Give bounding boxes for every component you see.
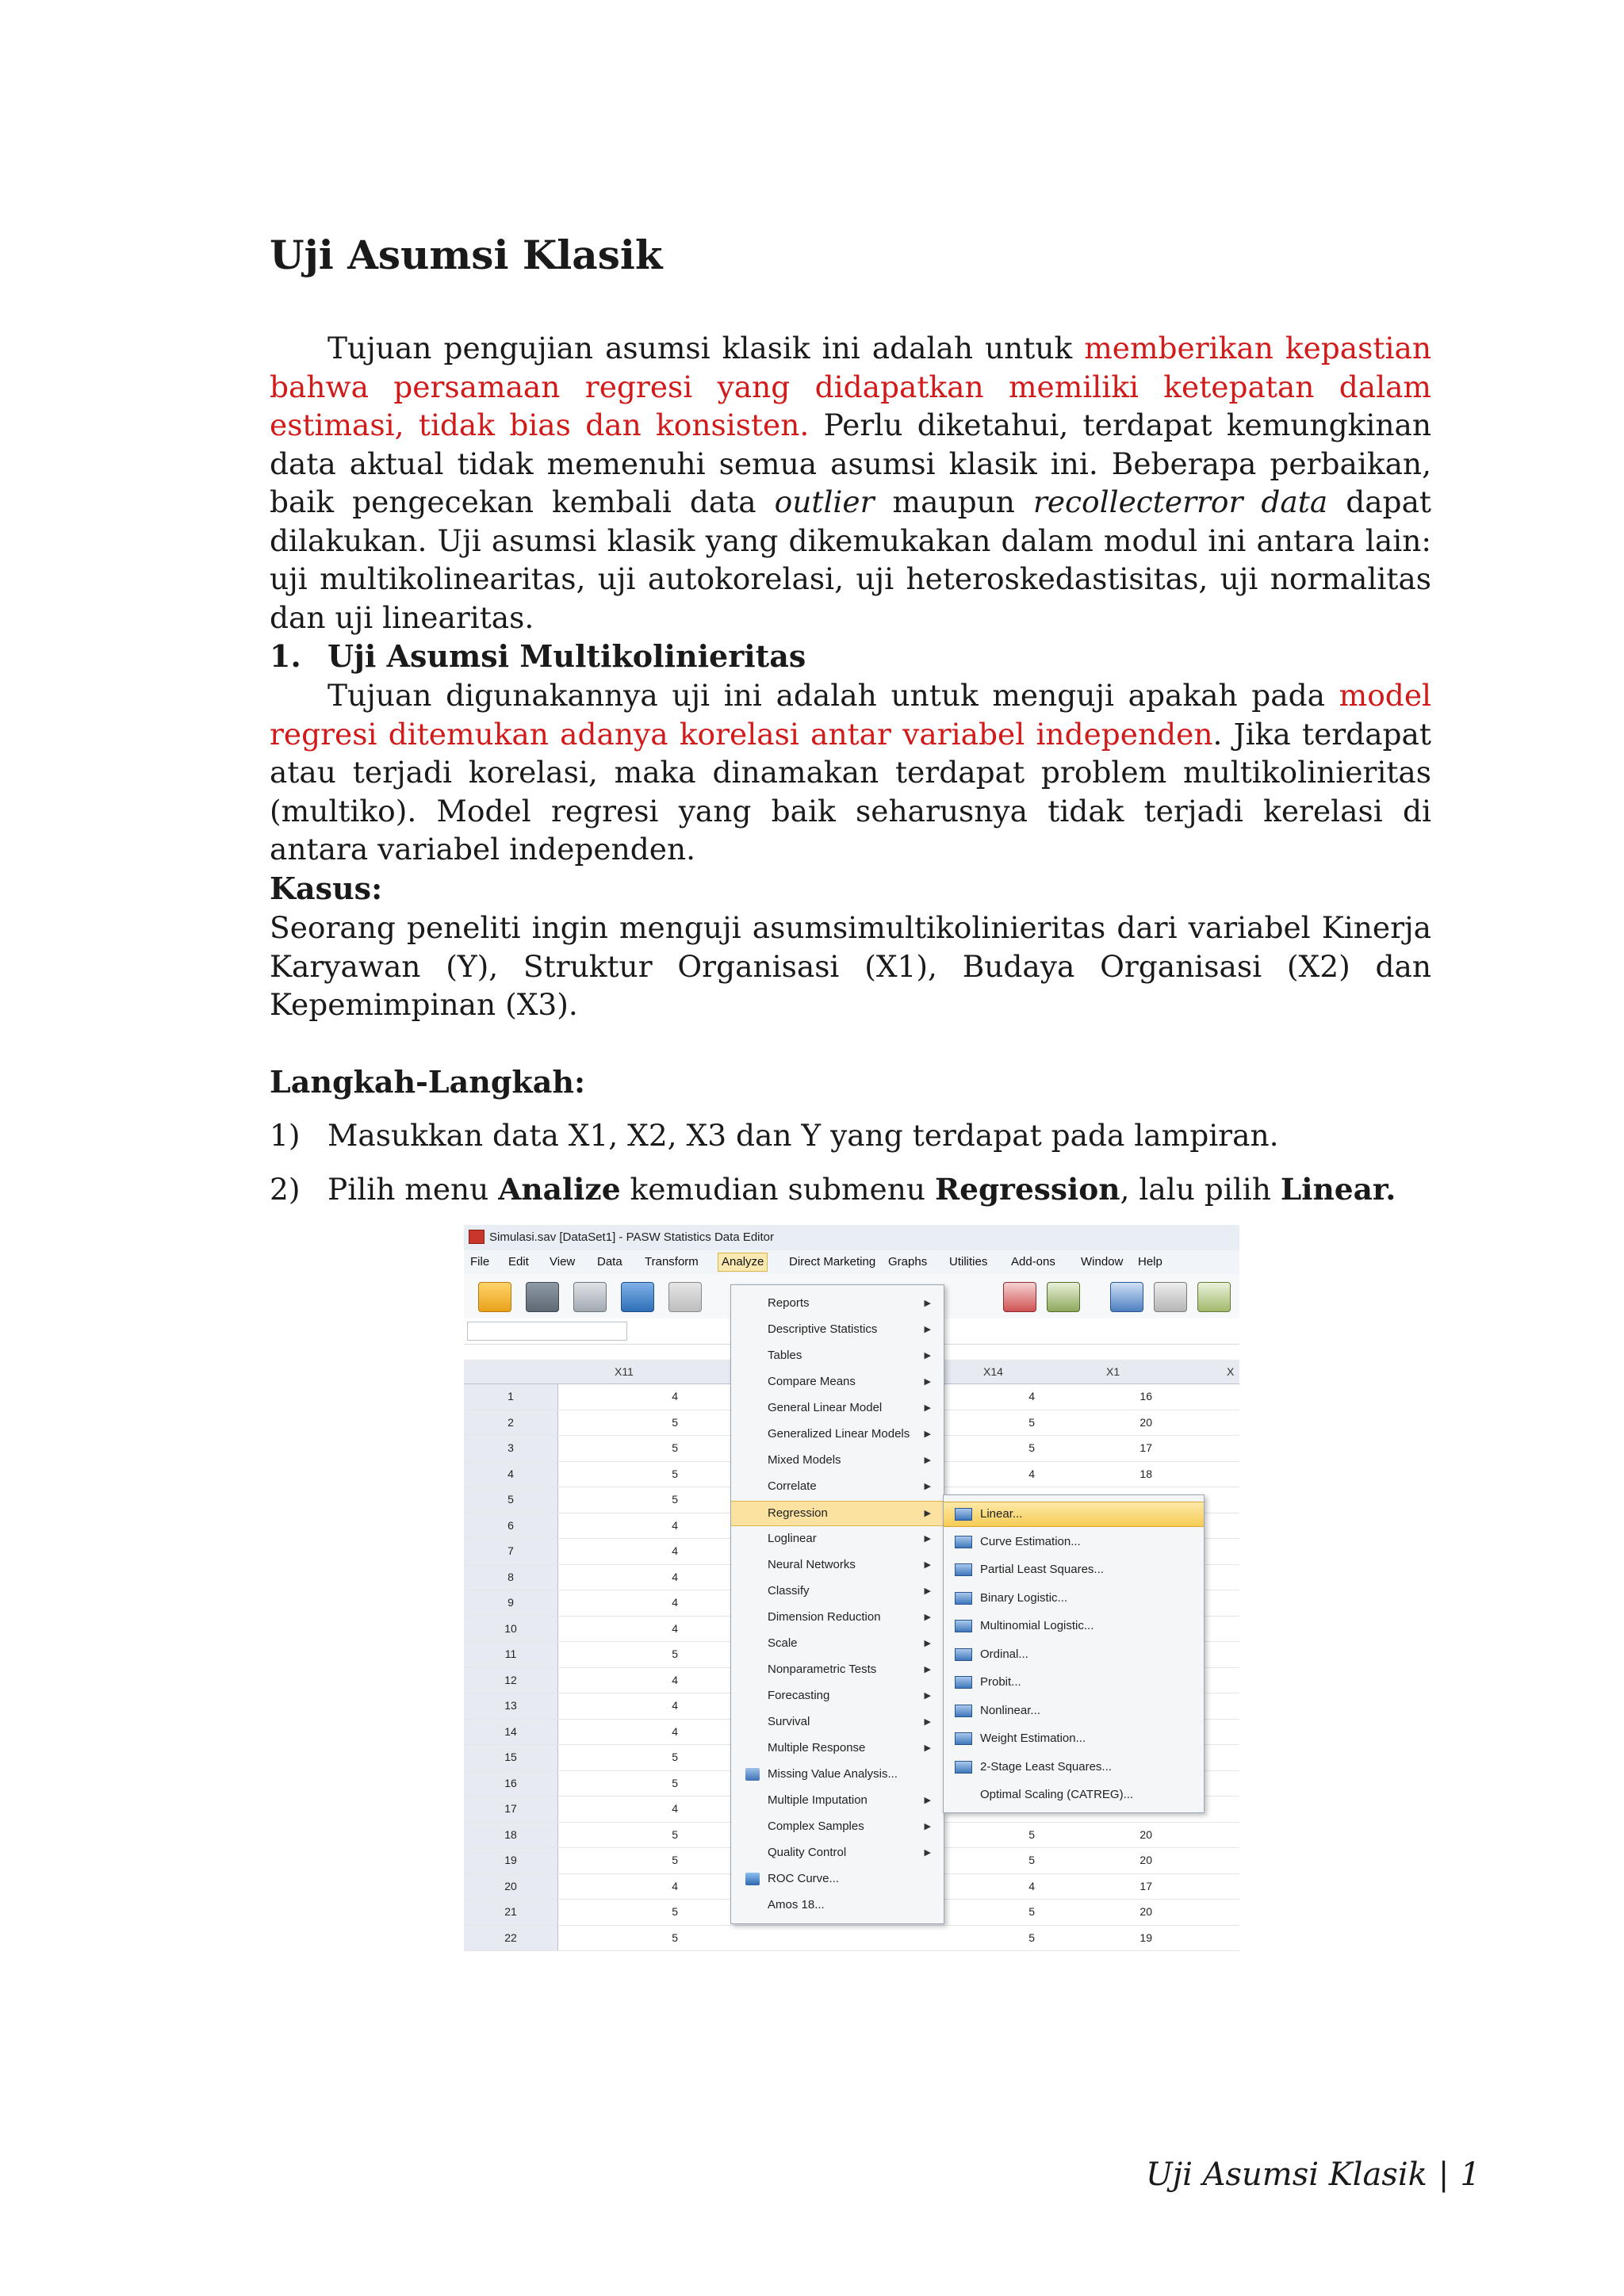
langkah-heading: Langkah-Langkah: (270, 1064, 586, 1100)
regression-option-icon (955, 1648, 972, 1661)
regression-menu-item[interactable] (944, 1699, 1204, 1723)
table-row[interactable] (464, 1926, 1239, 1952)
analyze-menu-item[interactable] (731, 1396, 944, 1420)
submenu-arrow-icon: ▶ (924, 1403, 931, 1413)
analyze-menu-item[interactable] (731, 1658, 944, 1682)
cell-x11[interactable]: 5 (672, 1467, 678, 1480)
cell-x1[interactable]: 19 (1139, 1931, 1152, 1944)
regression-option-icon (955, 1705, 972, 1717)
regression-menu-item[interactable] (944, 1783, 1204, 1807)
submenu-arrow-icon: ▶ (924, 1299, 931, 1308)
submenu-arrow-icon: ▶ (924, 1377, 931, 1387)
row-number[interactable]: 15 (464, 1745, 558, 1770)
section-heading: Uji Asumsi Multikolinieritas (327, 638, 806, 674)
regression-option-icon (955, 1620, 972, 1632)
regression-menu-item[interactable] (944, 1727, 1204, 1751)
analyze-menu-item[interactable] (731, 1344, 944, 1368)
analyze-menu-item[interactable] (731, 1527, 944, 1551)
regression-submenu (943, 1494, 1205, 1813)
cell-x1[interactable]: 20 (1139, 1905, 1152, 1918)
window-title: Simulasi.sav [DataSet1] - PASW Statistics Data Editor (489, 1230, 775, 1244)
regression-menu-item[interactable] (944, 1502, 1204, 1527)
analyze-menu-item[interactable] (731, 1448, 944, 1472)
regression-menu-item[interactable] (944, 1558, 1204, 1582)
regression-menu-item-label: Nonlinear... (980, 1703, 1040, 1717)
analyze-menu-item-label: Reports (768, 1296, 810, 1310)
analyze-menu-item[interactable] (731, 1762, 944, 1786)
analyze-menu-item-label: Quality Control (768, 1846, 847, 1859)
menu-utilities[interactable]: Utilities (949, 1255, 988, 1269)
regression-menu-item[interactable] (944, 1614, 1204, 1638)
cell-reference-box[interactable] (467, 1322, 627, 1341)
regression-menu-item-label: Curve Estimation... (980, 1534, 1081, 1548)
step-2: 2) Pilih menu Analize kemudian submenu Regression, lalu pilih Linear. (270, 1172, 1396, 1207)
print-icon[interactable] (573, 1282, 607, 1312)
row-number[interactable]: 14 (464, 1720, 558, 1745)
menu-transform[interactable]: Transform (645, 1255, 699, 1269)
cell-x11[interactable]: 5 (672, 1751, 678, 1763)
cell-x11[interactable]: 4 (672, 1596, 678, 1609)
regression-menu-item-label: 2-Stage Least Squares... (980, 1759, 1112, 1774)
submenu-arrow-icon: ▶ (924, 1351, 931, 1360)
analyze-menu-item[interactable] (731, 1579, 944, 1603)
intro-paragraph: Tujuan pengujian asumsi klasik ini adalah untuk memberikan kepastian bahwa persamaan regresi yang didapatkan memiliki ketepatan dalam estimasi, tidak bias dan konsisten. Perlu diketahui, terdapat kemungkinan data aktual tidak memenuhi semua asumsi klasik ini. Beberapa perbaikan, baik pengecekan kembali data outlier maupun recollecterror data dapat dilakukan. Uji asumsi klasik yang dikemukakan dalam modul ini antara lain: uji multikolinearitas, uji autokorelasi, uji heteroskedastisitas, uji normalitas dan uji linearitas. (270, 331, 1431, 635)
cell-x11[interactable]: 5 (672, 1776, 678, 1789)
analyze-menu-item-label: Missing Value Analysis... (768, 1767, 898, 1781)
cell-x11[interactable]: 4 (672, 1673, 678, 1686)
analyze-menu-item[interactable] (731, 1318, 944, 1341)
row-number[interactable]: 19 (464, 1848, 558, 1873)
row-number[interactable]: 22 (464, 1926, 558, 1951)
regression-menu-item-label: Ordinal... (980, 1647, 1028, 1661)
cell-x1[interactable]: 17 (1139, 1879, 1152, 1892)
regression-menu-item[interactable] (944, 1643, 1204, 1667)
row-number[interactable]: 13 (464, 1693, 558, 1719)
analyze-menu-item-label: Nonparametric Tests (768, 1663, 877, 1676)
cell-x14[interactable]: 4 (1028, 1467, 1035, 1480)
analyze-menu-item-label: Dimension Reduction (768, 1610, 881, 1624)
kasus-paragraph: Seorang peneliti ingin menguji asumsimultikolinieritas dari variabel Kinerja Karyawan (Y), Struktur Organisasi (X1), Budaya Organisasi (X2) dan Kepemimpinan (X3). (270, 910, 1431, 1022)
row-number[interactable]: 2 (464, 1410, 558, 1436)
menu-graphs[interactable]: Graphs (888, 1255, 928, 1269)
regression-menu-item[interactable] (944, 1670, 1204, 1694)
cell-x14[interactable]: 5 (1028, 1415, 1035, 1429)
column-header-x1[interactable]: X1 (1106, 1365, 1120, 1378)
section-number: 1. (270, 638, 301, 674)
row-number[interactable]: 20 (464, 1874, 558, 1900)
analyze-menu-item-label: ROC Curve... (768, 1872, 840, 1885)
cell-x14[interactable]: 5 (1028, 1931, 1035, 1944)
menu-file[interactable]: File (470, 1255, 490, 1269)
row-number[interactable]: 6 (464, 1513, 558, 1539)
submenu-arrow-icon: ▶ (924, 1822, 931, 1831)
regression-menu-item-label: Optimal Scaling (CATREG)... (980, 1788, 1134, 1801)
submenu-arrow-icon: ▶ (924, 1691, 931, 1701)
analyze-menu-item[interactable] (731, 1605, 944, 1629)
kasus-heading: Kasus: (270, 871, 383, 906)
use-sets-icon[interactable] (1197, 1282, 1231, 1312)
submenu-arrow-icon: ▶ (924, 1509, 931, 1518)
submenu-arrow-icon: ▶ (924, 1429, 931, 1439)
analyze-menu-item-label: General Linear Model (768, 1401, 883, 1414)
row-number[interactable]: 12 (464, 1668, 558, 1693)
weight-cases-icon[interactable] (1154, 1282, 1187, 1312)
save-icon[interactable] (526, 1282, 559, 1312)
analyze-menu-item[interactable] (731, 1867, 944, 1891)
page-footer (1146, 2156, 1480, 2193)
analyze-menu-item-label: Forecasting (768, 1689, 830, 1702)
menu-direct-marketing[interactable]: Direct Marketing (789, 1255, 876, 1269)
missing-value-icon (745, 1768, 760, 1781)
analyze-menu-item[interactable] (731, 1789, 944, 1812)
regression-menu-item[interactable] (944, 1755, 1204, 1779)
column-header-x[interactable]: X (1227, 1365, 1235, 1378)
cell-x11[interactable]: 4 (672, 1544, 678, 1557)
cell-x11[interactable]: 4 (672, 1879, 678, 1892)
cell-x11[interactable]: 5 (672, 1647, 678, 1660)
submenu-arrow-icon: ▶ (924, 1665, 931, 1674)
cell-x11[interactable]: 5 (672, 1415, 678, 1429)
undo-icon[interactable] (668, 1282, 702, 1312)
regression-option-icon (955, 1508, 972, 1521)
cell-x11[interactable]: 4 (672, 1724, 678, 1738)
row-number[interactable]: 9 (464, 1590, 558, 1616)
cell-x11[interactable]: 5 (672, 1854, 678, 1866)
analyze-menu-item-label: Generalized Linear Models (768, 1427, 910, 1441)
regression-menu-item-label: Multinomial Logistic... (980, 1619, 1094, 1632)
menu-edit[interactable]: Edit (508, 1255, 529, 1269)
analyze-menu-item[interactable] (731, 1475, 944, 1498)
menubar (464, 1250, 1239, 1275)
row-number[interactable]: 1 (464, 1384, 558, 1410)
cell-x11[interactable]: 4 (672, 1390, 678, 1402)
row-number[interactable]: 10 (464, 1617, 558, 1642)
analyze-menu-item[interactable] (731, 1292, 944, 1315)
analyze-menu-item-label: Descriptive Statistics (768, 1322, 878, 1336)
regression-option-icon (955, 1676, 972, 1689)
regression-menu-item-label: Binary Logistic... (980, 1590, 1068, 1605)
row-number[interactable]: 11 (464, 1642, 558, 1667)
regression-menu-item-label: Probit... (980, 1675, 1021, 1689)
row-number[interactable]: 17 (464, 1797, 558, 1822)
regression-menu-item-label: Linear... (980, 1507, 1023, 1521)
cell-x14[interactable]: 5 (1028, 1827, 1035, 1841)
cell-x14[interactable]: 5 (1028, 1905, 1035, 1918)
regression-menu-item[interactable] (944, 1586, 1204, 1610)
submenu-arrow-icon: ▶ (924, 1586, 931, 1596)
submenu-arrow-icon: ▶ (924, 1717, 931, 1727)
analyze-menu-item[interactable] (731, 1553, 944, 1577)
cell-x1[interactable]: 18 (1139, 1467, 1152, 1480)
analyze-menu-item-label: Survival (768, 1715, 810, 1728)
menu-analyze[interactable]: Analyze (718, 1253, 768, 1272)
analyze-menu-item[interactable] (731, 1893, 944, 1917)
cell-x1[interactable]: 20 (1139, 1415, 1152, 1429)
menu-data[interactable]: Data (597, 1255, 622, 1269)
open-folder-icon[interactable] (478, 1282, 511, 1312)
menu-help[interactable]: Help (1138, 1255, 1162, 1269)
analyze-menu-item-label: Neural Networks (768, 1558, 856, 1571)
analyze-menu-item[interactable] (731, 1632, 944, 1655)
page-title: Uji Asumsi Klasik (270, 232, 663, 278)
row-number[interactable]: 4 (464, 1462, 558, 1487)
analyze-menu-item-label: Correlate (768, 1479, 817, 1493)
column-header-x14[interactable]: X14 (983, 1365, 1003, 1378)
analyze-menu-item-label: Loglinear (768, 1532, 817, 1545)
row-number[interactable]: 18 (464, 1823, 558, 1848)
regression-menu-item-label: Weight Estimation... (980, 1732, 1086, 1745)
regression-option-icon (955, 1563, 972, 1576)
section1-paragraph: Tujuan digunakannya uji ini adalah untuk menguji apakah pada model regresi ditemukan adanya korelasi antar variabel independen. Jika terdapat atau terjadi korelasi, maka dinamakan terdapat problem multikolinieritas (multiko). Model regresi yang baik seharusnya tidak terjadi kerelasi di antara variabel independen. (270, 678, 1431, 867)
analyze-menu-item[interactable] (731, 1370, 944, 1394)
menu-view[interactable]: View (550, 1255, 576, 1269)
footer-title: Uji Asumsi Klasik (1146, 2156, 1427, 2193)
analyze-menu-item[interactable] (731, 1710, 944, 1734)
submenu-arrow-icon: ▶ (924, 1743, 931, 1753)
select-cases-icon[interactable] (1047, 1282, 1080, 1312)
regression-option-icon (955, 1536, 972, 1548)
row-number[interactable]: 16 (464, 1771, 558, 1797)
cell-x11[interactable]: 4 (672, 1518, 678, 1532)
cell-x11[interactable]: 4 (672, 1699, 678, 1712)
submenu-arrow-icon: ▶ (924, 1796, 931, 1805)
submenu-arrow-icon: ▶ (924, 1639, 931, 1648)
analyze-menu-item-label: Mixed Models (768, 1453, 841, 1467)
regression-option-icon (955, 1732, 972, 1745)
cell-x11[interactable]: 5 (672, 1827, 678, 1841)
column-header-x11[interactable]: X11 (615, 1365, 634, 1378)
analyze-menu-item[interactable] (731, 1841, 944, 1865)
analyze-menu-item-label: Amos 18... (768, 1898, 825, 1911)
regression-menu-item[interactable] (944, 1530, 1204, 1554)
cell-x1[interactable]: 20 (1139, 1827, 1152, 1841)
regression-option-icon (955, 1592, 972, 1605)
page-number: 1 (1460, 2156, 1480, 2193)
window-titlebar (464, 1225, 1239, 1251)
submenu-arrow-icon: ▶ (924, 1560, 931, 1570)
cell-x14[interactable]: 4 (1028, 1390, 1035, 1402)
row-number[interactable]: 8 (464, 1565, 558, 1590)
cell-x14[interactable]: 5 (1028, 1441, 1035, 1454)
analyze-dropdown-menu (730, 1284, 944, 1924)
step-1: 1) Masukkan data X1, X2, X3 dan Y yang terdapat pada lampiran. (270, 1118, 1279, 1153)
cell-x11[interactable]: 5 (672, 1905, 678, 1918)
analyze-menu-item-label: Classify (768, 1584, 810, 1598)
analyze-menu-item-label: Tables (768, 1349, 802, 1362)
value-labels-icon[interactable] (1110, 1282, 1143, 1312)
cell-x11[interactable]: 5 (672, 1931, 678, 1944)
row-number[interactable]: 21 (464, 1900, 558, 1925)
analyze-menu-item-label: Multiple Imputation (768, 1793, 868, 1807)
submenu-arrow-icon: ▶ (924, 1848, 931, 1858)
analyze-menu-item[interactable] (731, 1815, 944, 1839)
analyze-menu-item-label: Compare Means (768, 1375, 856, 1388)
cell-x11[interactable]: 4 (672, 1802, 678, 1815)
regression-option-icon (955, 1761, 972, 1774)
cell-x1[interactable]: 20 (1139, 1854, 1152, 1866)
roc-curve-icon (745, 1873, 760, 1885)
cell-x11[interactable]: 4 (672, 1570, 678, 1583)
footer-separator: | (1438, 2156, 1450, 2193)
cell-x14[interactable]: 4 (1028, 1879, 1035, 1892)
row-number[interactable]: 3 (464, 1436, 558, 1461)
cell-x11[interactable]: 5 (672, 1493, 678, 1506)
submenu-arrow-icon: ▶ (924, 1456, 931, 1465)
analyze-menu-item-label: Regression (768, 1506, 828, 1520)
menu-window[interactable]: Window (1081, 1255, 1124, 1269)
cell-x11[interactable]: 4 (672, 1621, 678, 1635)
analyze-menu-item[interactable] (731, 1684, 944, 1708)
app-icon (469, 1230, 485, 1244)
analyze-menu-item-label: Scale (768, 1636, 798, 1650)
cell-x14[interactable]: 5 (1028, 1854, 1035, 1866)
submenu-arrow-icon: ▶ (924, 1482, 931, 1491)
regression-menu-item-label: Partial Least Squares... (980, 1563, 1104, 1576)
dialog-recall-icon[interactable] (621, 1282, 654, 1312)
submenu-arrow-icon: ▶ (924, 1325, 931, 1334)
cell-x1[interactable]: 17 (1139, 1441, 1152, 1454)
analyze-menu-item-label: Complex Samples (768, 1820, 864, 1833)
split-file-icon[interactable] (1003, 1282, 1036, 1312)
analyze-menu-item[interactable] (731, 1736, 944, 1760)
menu-add-ons[interactable]: Add-ons (1011, 1255, 1055, 1269)
row-number[interactable]: 7 (464, 1539, 558, 1564)
cell-x1[interactable]: 16 (1139, 1390, 1152, 1402)
submenu-arrow-icon: ▶ (924, 1534, 931, 1544)
spss-screenshot (464, 1225, 1239, 1944)
cell-x11[interactable]: 5 (672, 1441, 678, 1454)
row-number[interactable]: 5 (464, 1487, 558, 1513)
analyze-menu-item-label: Multiple Response (768, 1741, 866, 1755)
analyze-menu-item[interactable] (731, 1422, 944, 1446)
analyze-menu-item[interactable] (731, 1501, 944, 1526)
submenu-arrow-icon: ▶ (924, 1613, 931, 1622)
